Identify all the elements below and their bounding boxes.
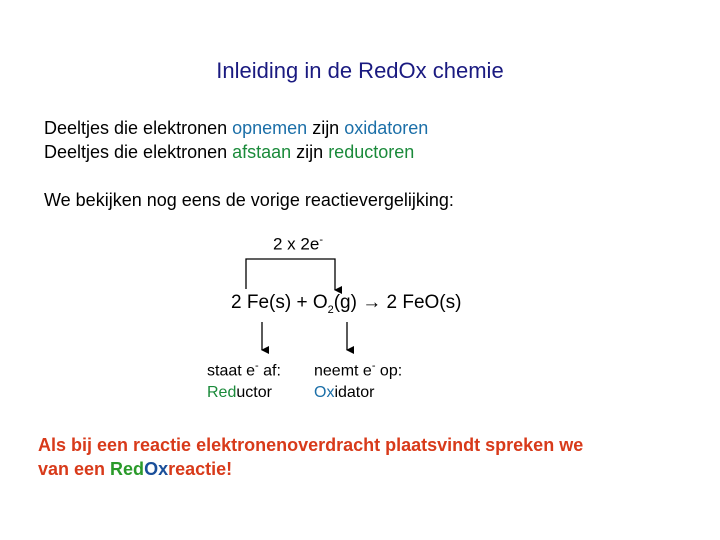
note-text: neemt e [314,362,372,380]
conclusion-text: reactie! [168,459,233,479]
reductor-note [207,355,281,404]
reaction-equation [231,292,461,316]
definition-text: zijn [307,118,345,138]
reductor-rest: uctor [236,384,272,402]
electron-charge: - [255,360,259,372]
ox-highlight: Ox [144,459,169,479]
equation-state: (g) [333,292,363,313]
definition-text: Deeltjes die elektronen [44,142,233,162]
note-text: staat e [207,362,256,380]
electron-transfer-arrow [246,259,335,290]
definition-text: zijn [291,142,329,162]
keyword-afstaan: afstaan [232,142,292,162]
reaction-arrow-icon: → [362,292,382,313]
conclusion-text: van een [38,459,111,479]
oxidator-highlight: Ox [314,384,335,402]
transfer-count: 2 x 2e [273,234,320,254]
electron-charge: - [319,234,323,246]
oxygen-subscript: 2 [327,303,334,316]
electron-charge: - [371,360,376,372]
keyword-opnemen: opnemen [232,118,308,138]
oxidator-note [314,355,402,404]
conclusion-line-2 [38,457,583,481]
definition-text: Deeltjes die elektronen [44,118,233,138]
red-highlight: Red [110,459,145,479]
note-text: op: [375,362,403,380]
conclusion [38,433,583,481]
equation-reactants: 2 Fe(s) + O [231,292,328,313]
keyword-oxidatoren: oxidatoren [344,118,429,138]
page-title: Inleiding in de RedOx chemie [216,58,504,83]
oxidator-rest: idator [334,384,375,402]
equation-product: 2 FeO(s) [381,292,462,313]
intro-text: We bekijken nog eens de vorige reactievergelijking: [44,190,454,210]
reductor-highlight: Red [207,384,237,402]
note-text: af: [258,362,281,380]
conclusion-line-1: Als bij een reactie elektronenoverdracht plaatsvindt spreken we [38,435,584,455]
keyword-reductoren: reductoren [328,142,415,162]
